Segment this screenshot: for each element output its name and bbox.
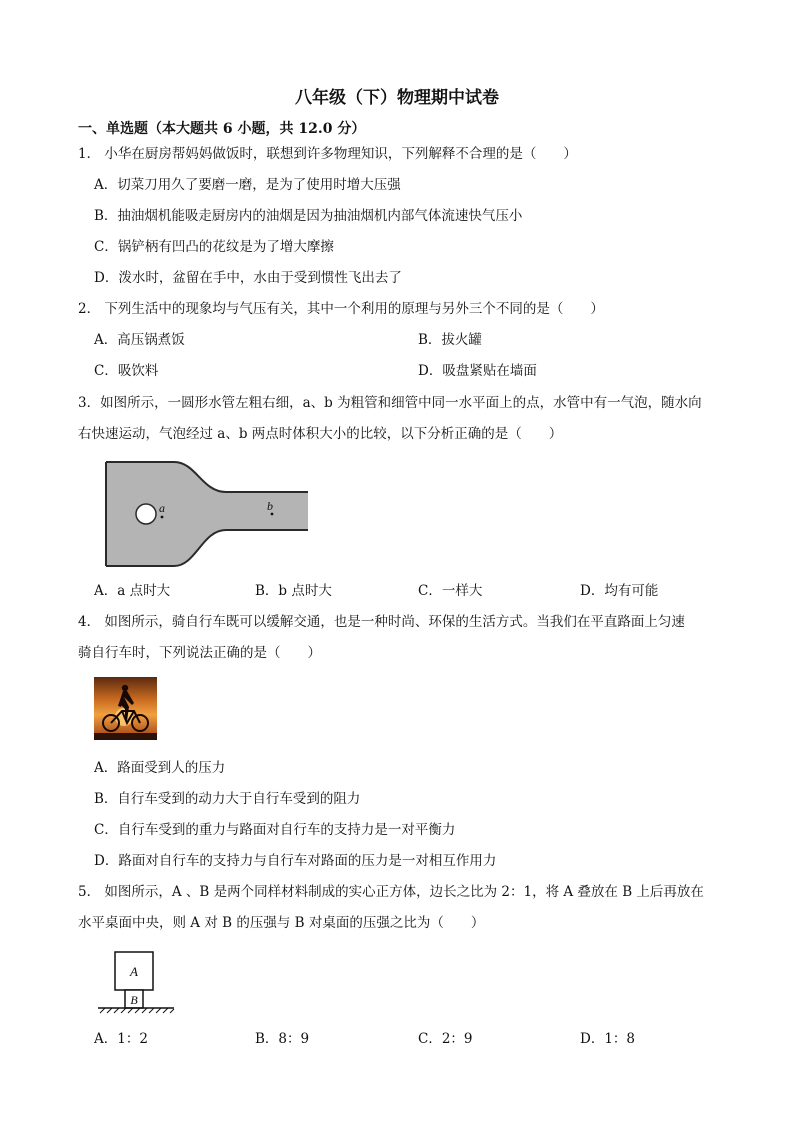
q1-option-b: B．抽油烟机能吸走厨房内的油烟是因为抽油烟机内部气体流速快气压小 <box>94 208 523 224</box>
q2-option-d: D．吸盘紧贴在墙面 <box>418 363 537 379</box>
q3-option-d: D．均有可能 <box>580 583 659 599</box>
q2-stem: 2． 下列生活中的现象均与气压有关，其中一个利用的原理与另外三个不同的是（ ） <box>78 301 604 317</box>
pipe-diagram <box>104 460 310 570</box>
q3-option-a: A．a 点时大 <box>94 583 171 599</box>
q5-stem-line1: 5． 如图所示，A 、B 是两个同样材料制成的实心正方体，边长之比为 2：1，将 A 叠放在 B 上后再放在 <box>78 884 704 900</box>
q2-option-c: C．吸饮料 <box>94 363 159 379</box>
q3-stem-line2: 右快速运动，气泡经过 a、b 两点时体积大小的比较，以下分析正确的是（ ） <box>78 426 563 442</box>
q5-option-a: A．1：2 <box>94 1031 148 1047</box>
cyclist-photo <box>94 677 157 740</box>
stacked-cubes-diagram <box>96 950 178 1014</box>
q1-stem: 1． 小华在厨房帮妈妈做饭时，联想到许多物理知识，下列解释不合理的是（ ） <box>78 146 577 162</box>
q1-option-c: C．锅铲柄有凹凸的花纹是为了增大摩擦 <box>94 239 334 255</box>
bubble-icon <box>136 504 156 524</box>
q3-option-c: C．一样大 <box>418 583 483 599</box>
page-title: 八年级（下）物理期中试卷 <box>295 88 499 108</box>
point-b-dot <box>271 513 274 516</box>
q2-option-a: A．高压锅煮饭 <box>94 332 185 348</box>
q5-option-b: B．8：9 <box>255 1031 310 1047</box>
q4-option-b: B．自行车受到的动力大于自行车受到的阻力 <box>94 791 361 807</box>
q4-option-d: D．路面对自行车的支持力与自行车对路面的压力是一对相互作用力 <box>94 853 497 869</box>
section-heading: 一、单选题（本大题共 6 小题，共 12.0 分） <box>78 121 366 137</box>
q1-option-a: A．切菜刀用久了要磨一磨，是为了使用时增大压强 <box>94 177 401 193</box>
q4-option-a: A．路面受到人的压力 <box>94 760 226 776</box>
q4-option-c: C．自行车受到的重力与路面对自行车的支持力是一对平衡力 <box>94 822 456 838</box>
point-a-dot <box>161 516 164 519</box>
q4-stem-line2: 骑自行车时，下列说法正确的是（ ） <box>78 645 321 661</box>
cube-a-label: A <box>130 964 138 979</box>
q2-option-b: B．拔火罐 <box>418 332 482 348</box>
q5-option-c: C．2：9 <box>418 1031 473 1047</box>
q5-option-d: D．1：8 <box>580 1031 636 1047</box>
q5-stem-line2: 水平桌面中央，则 A 对 B 的压强与 B 对桌面的压强之比为（ ） <box>78 915 485 931</box>
q4-stem-line1: 4． 如图所示，骑自行车既可以缓解交通，也是一种时尚、环保的生活方式。当我们在平直路面上匀速 <box>78 614 685 630</box>
ground <box>94 733 157 740</box>
q1-option-d: D．泼水时，盆留在手中，水由于受到惯性飞出去了 <box>94 270 402 286</box>
cube-b-label: B <box>130 993 138 1007</box>
point-b-label: b <box>267 499 273 513</box>
point-a-label: a <box>159 501 165 515</box>
q3-option-b: B．b 点时大 <box>255 583 332 599</box>
q3-stem-line1: 3．如图所示，一圆形水管左粗右细，a、b 为粗管和细管中同一水平面上的点，水管中有一气泡，随水向 <box>78 395 702 411</box>
